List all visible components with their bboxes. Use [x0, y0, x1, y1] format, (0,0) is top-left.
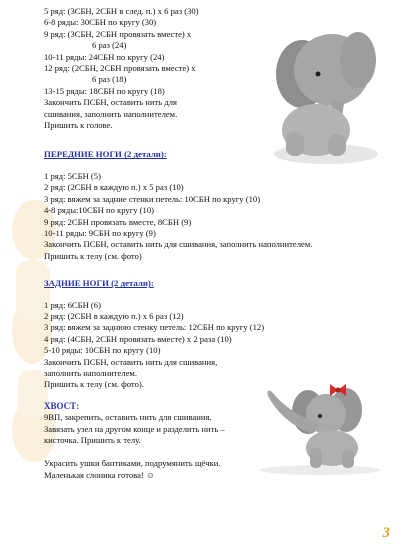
back-legs-block	[44, 300, 414, 391]
row-line: 10-11 ряды: 24СБН по кругу (24)	[44, 51, 165, 62]
row-line: 4-8 ряды:10СБН по кругу (10)	[44, 205, 154, 216]
row-line: Закончить ПСБН, оставить нить для сшивания,	[44, 356, 218, 367]
row-line: 5-10 ряды: 10СБН по кругу (10)	[44, 345, 161, 356]
tail-heading: ХВОСТ:	[44, 400, 80, 411]
row-line: 6-8 ряды: 30СБН по кругу (30)	[44, 17, 157, 28]
row-line: заполнить наполнителем.	[44, 367, 138, 378]
back-legs-heading: ЗАДНИЕ НОГИ (2 детали):	[44, 278, 154, 289]
pattern-text	[44, 6, 414, 481]
row-line: кисточка. Пришить к телу.	[44, 435, 141, 445]
row-line: Маленькая слоника готова! ☺	[44, 469, 155, 480]
row-line: 1 ряд: 5СБН (5)	[44, 170, 101, 181]
row-line: 4 ряд: (4СБН, 2СБН провязать вместе) х 2 раза (10)	[44, 333, 232, 344]
row-line: 9ВП, закрепить, оставить нить для сшивания.	[44, 412, 212, 423]
row-line: 6 раз (24)	[92, 40, 127, 51]
row-line: 1 ряд: 6СБН (6)	[44, 299, 101, 310]
front-legs-heading: ПЕРЕДНИЕ НОГИ (2 детали):	[44, 149, 167, 160]
row-line: сшивания, заполнить наполнителем.	[44, 108, 178, 119]
row-line: 9 ряд: (3СБН, 2СБН провязать вместе) х	[44, 28, 192, 39]
row-line: Пришить к голове.	[44, 120, 113, 131]
row-line: 2 ряд: (2СБН в каждую п.) х 6 раз (12)	[44, 310, 184, 321]
row-line: 2 ряд: (2СБН в каждую п.) х 5 раз (10)	[44, 182, 184, 193]
row-line: Украсить ушки бантиками, подрумянить щёчки.	[44, 458, 221, 469]
row-line: 3 ряд: вяжем за задние стенки петель: 10СБН по кругу (10)	[44, 193, 261, 204]
row-line: 12 ряд: (2СБН, 2СБН провязать вместе) х	[44, 63, 196, 74]
row-line: Закончить ПСБН, оставить нить для сшивания, заполнить наполнителем.	[44, 239, 313, 250]
row-line: 10-11 ряды: 9СБН по кругу (9)	[44, 227, 156, 238]
final-block	[44, 458, 414, 481]
row-line: 9 ряд: 2СБН провязать вместе, 8СБН (9)	[44, 216, 192, 227]
row-line: 5 ряд: (3СБН, 2СБН в след. п.) х 6 раз (30)	[44, 6, 199, 16]
head-rows-block	[44, 6, 414, 131]
row-line: Пришить к телу (см. фото).	[44, 379, 144, 390]
page-number: 3	[382, 525, 390, 541]
row-line: Завязать узел на другом конце и разделить нить –	[44, 423, 225, 434]
tail-block	[44, 412, 414, 446]
row-line: 13-15 ряды: 18СБН по кругу (18)	[44, 85, 165, 96]
row-line: 3 ряд: вяжем за заднюю стенку петель: 12СБН по кругу (12)	[44, 322, 265, 333]
row-line: Закончить ПСБН, оставить нить для	[44, 97, 177, 108]
row-line: 6 раз (18)	[92, 74, 127, 85]
row-line: Пришить к телу (см. фото)	[44, 250, 142, 261]
front-legs-block	[44, 171, 414, 262]
